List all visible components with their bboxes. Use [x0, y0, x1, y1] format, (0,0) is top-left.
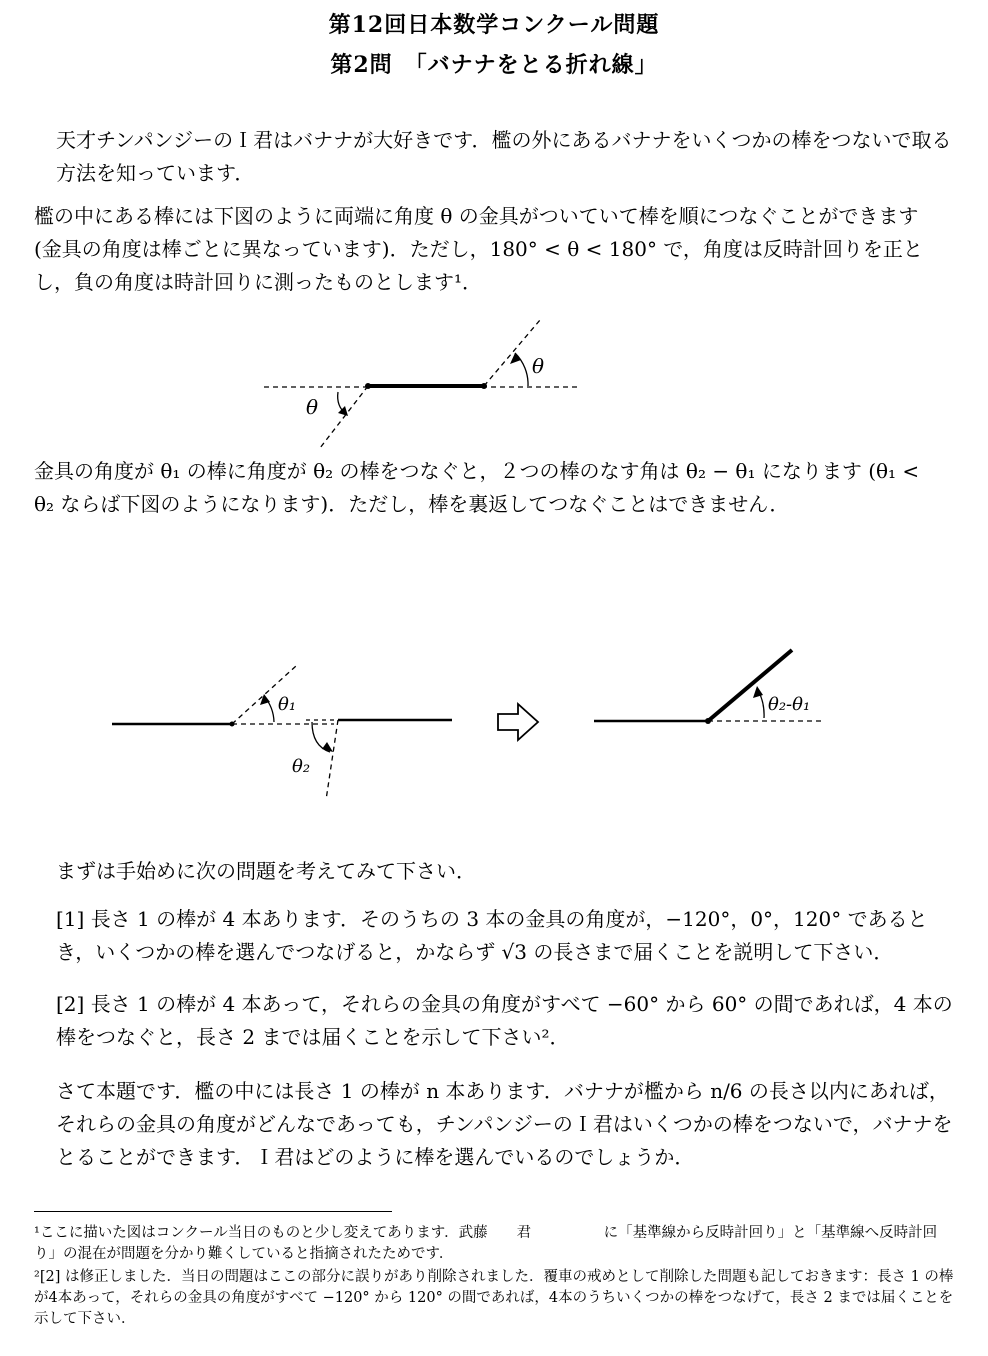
footnote-rule	[34, 1211, 392, 1212]
intro-paragraph-3: 金具の角度が θ₁ の棒に角度が θ₂ の棒をつなぐと，２つの棒のなす角は θ₂ − θ₁ になります (θ₁ < θ₂ ならば下図のようになります)．ただし，棒を裏返してつなぐことはできません．	[34, 459, 920, 516]
diff-label: θ₂-θ₁	[768, 694, 811, 715]
footnote-2: ²[2] は修正しました．当日の問題はここの部分に誤りがあり削除されました．覆車の戒めとして削除した問題も記しておきます：長さ 1 の棒が4本あって，それらの金具の角度がすべて −120° から 120° の間であれば，4本のうちいくつかの棒をつなげて，長さ 2 までは届くことを示して下さい．	[34, 1269, 954, 1327]
question-2: [2] 長さ 1 の棒が 4 本あって，それらの金具の角度がすべて −60° から 60° の間であれば，4 本の棒をつなぐと，長さ 2 までは届くことを示して下さい²．	[56, 992, 953, 1049]
theta2-label: θ₂	[292, 756, 311, 777]
question-1: [1] 長さ 1 の棒が 4 本あります．そのうちの 3 本の金具の角度が，−120°，0°，120° であるとき，いくつかの棒を選んでつなげると，かならず √3 の長さまで届くことを説明して下さい．	[56, 907, 928, 964]
main-problem: さて本題です．檻の中には長さ 1 の棒が n 本あります．バナナが檻から n/6 の長さ以内にあれば，それらの金具の角度がどんなであっても，チンパンジーのＩ君はいくつかの棒をつないで，バナナをとることができます．Ｉ君はどのように棒を選んでいるのでしょうか．	[56, 1079, 953, 1169]
theta-label-left: θ	[306, 395, 319, 419]
diff-arrowhead	[753, 686, 763, 698]
page-title: 第12回日本数学コンクール問題	[328, 12, 660, 38]
intro-paragraph-1: 天才チンパンジーのＩ君はバナナが大好きです．檻の外にあるバナナをいくつかの棒をつないで取る方法を知っています．	[56, 128, 952, 185]
lead-in: まずは手始めに次の問題を考えてみて下さい．	[56, 859, 476, 883]
theta1-label: θ₁	[278, 694, 297, 715]
footnote-1: ¹ここに描いた図はコンクール当日のものと少し変えてあります．武藤 君 に「基準線から反時計回り」と「基準線へ反時計回り」の混在が問題を分かり難くしていると指摘されたためです．	[34, 1225, 938, 1262]
theta2-arrowhead	[322, 742, 333, 752]
hollow-arrow	[498, 704, 538, 740]
intro-paragraph-2: 檻の中にある棒には下図のように両端に角度 θ の金具がついていて棒を順につなぐことができます(金具の角度は棒ごとに異なっています)．ただし，180° < θ < 180° で，角度は反時計回りを正とし，負の角度は時計回りに測ったものとします¹．	[34, 204, 923, 294]
rod-2-fitting-dashed	[326, 720, 338, 800]
theta-label-right: θ	[532, 354, 545, 378]
problem-subtitle: 第2問 「バナナをとる折れ線」	[330, 52, 658, 78]
